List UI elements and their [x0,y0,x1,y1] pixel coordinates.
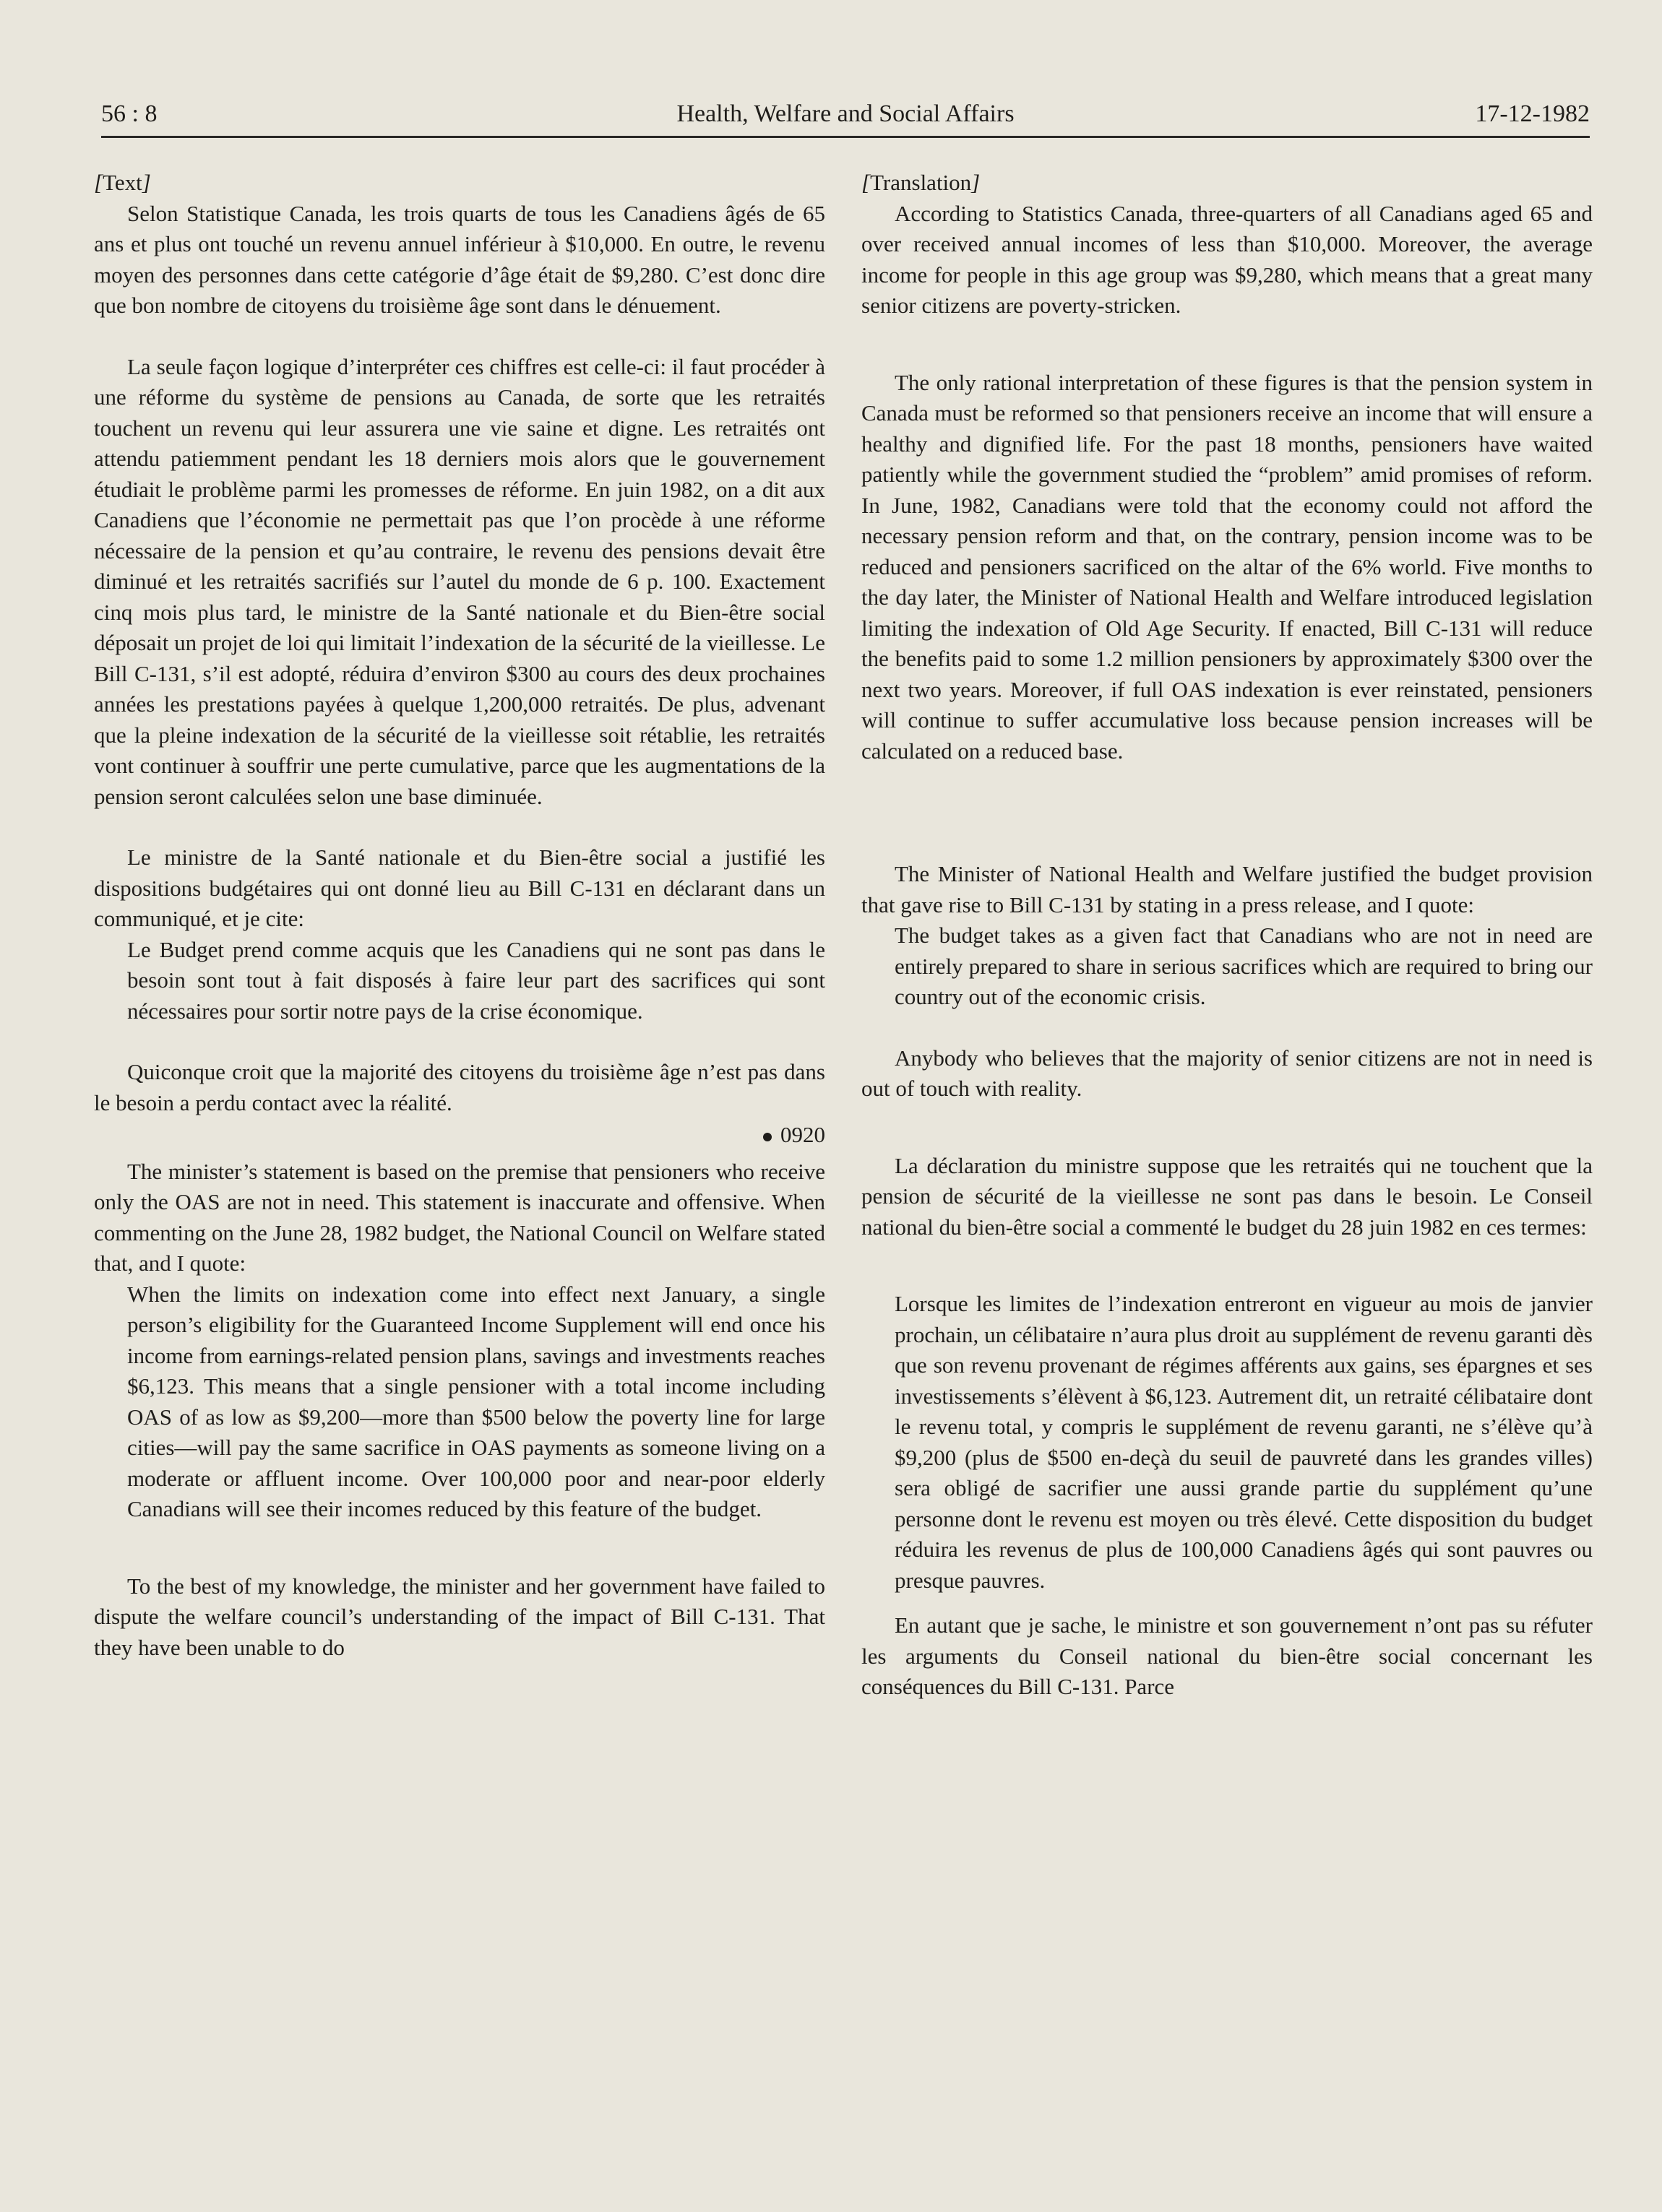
header-date: 17-12-1982 [1475,100,1590,127]
left-paragraph-2: La seule façon logique d’interpréter ces chiffres est celle-ci: il faut procéder à une réforme du système de pensions au Canada, de sorte que les retraités touchent un revenu qui leur assurera une vie saine et digne. Les retraités ont attendu patiemment pendant les 18 derniers mois alors que le gouvernement étudiait le problème parmi les promesses de réforme. En juin 1982, on a dit aux Canadiens que l’économie ne permettait pas que l’on procède à une réforme nécessaire de la pension et qu’au contraire, le revenu des pensions devait être diminué et les retraités sacrifiés sur l’autel du monde de 6 p. 100. Exactement cinq mois plus tard, le ministre de la Santé nationale et du Bien-être social déposait un projet de loi qui limitait l’indexation de la sécurité de la vieillesse. Le Bill C-131, s’il est adopté, réduira d’environ $300 au cours des deux prochaines années les prestations payées à quelque 1,200,000 retraités. De plus, advenant que la pleine indexation de la sécurité de la vieillesse soit rétablie, les retraités vont continuer à souffrir une perte cumulative, parce que les augmentations de la pension seront calculées selon une base diminuée. [94,353,825,809]
time-marker-value: 0920 [780,1122,825,1147]
right-column-label: [Translation] [861,168,1593,199]
page-header [101,92,1590,138]
header-title: Health, Welfare and Social Affairs [676,100,1015,127]
left-quote-2: When the limits on indexation come into effect next January, a single person’s eligibility for the Guaranteed Income Supplement will end once his income from earnings-related pension plans, savings and investments reaches $6,123. This means that a single pensioner with a total income including OAS of as low as $9,200—more than $500 below the poverty line for large cities—will pay the same sacrifice in OAS payments as someone living on a moderate or affluent income. Over 100,000 poor and near-poor elderly Canadians will see their incomes reduced by this feature of the budget. [127,1281,825,1521]
left-paragraph-6: To the best of my knowledge, the minister and her government have failed to dispute the welfare council’s understanding of the impact of Bill C-131. That they have been unable to do [94,1573,825,1660]
right-paragraph-1: According to Statistics Canada, three-quarters of all Canadians aged 65 and over received annual incomes of less than $10,000. Moreover, the average income for people in this age group was $9,280, which means that a great many senior citizens are poverty-stricken. [861,200,1593,318]
left-paragraph-4: Quiconque croit que la majorité des citoyens du troisième âge n’est pas dans le besoin a perdu contact avec la réalité. [94,1059,825,1115]
left-paragraph-3: Le ministre de la Santé nationale et du Bien-être social a justifié les dispositions budgétaires qui ont donné lieu au Bill C-131 en déclarant dans un communiqué, et je cite: [94,844,825,931]
right-paragraph-4: Anybody who believes that the majority of senior citizens are not in need is out of touch with reality. [861,1045,1593,1101]
left-paragraph-5: The minister’s statement is based on the premise that pensioners who receive only the OAS are not in need. This statement is inaccurate and offensive. When commenting on the June 28, 1982 budget, the National Council on Welfare stated that, and I quote: [94,1158,825,1276]
right-paragraph-2: The only rational interpretation of these figures is that the pension system in Canada must be reformed so that pensioners receive an income that will ensure a healthy and dignified life. For the past 18 months, pensioners have waited patiently while the government studied the “problem” amid promises of reform. In June, 1982, Canadians were told that the economy could not afford the necessary pension reform and that, on the contrary, pension income was to be reduced and pensioners sacrificed on the altar of the 6% world. Five months to the day later, the Minister of National Health and Welfare introduced legislation limiting the indexation of Old Age Security. If enacted, Bill C-131 will reduce the benefits paid to some 1.2 million pensioners by approximately $300 over the next two years. Moreover, if full OAS indexation is ever reinstated, pensioners will continue to suffer accumulative loss because pension increases will be calculated on a reduced base. [861,369,1593,764]
right-quote-1: The budget takes as a given fact that Canadians who are not in need are entirely prepared to share in serious sacrifices which are required to bring our country out of the economic crisis. [895,923,1593,1009]
left-column-label: [Text] [94,168,825,199]
left-column [94,168,825,1663]
right-paragraph-3: The Minister of National Health and Welfare justified the budget provision that gave rise to Bill C-131 by stating in a press release, and I quote: [861,861,1593,917]
right-label-text: Translation [870,170,972,195]
right-paragraph-5: La déclaration du ministre suppose que les retraités qui ne touchent que la pension de sécurité de la vieillesse ne sont pas dans le besoin. Le Conseil national du bien-être social a commenté le budget du 28 juin 1982 en ces termes: [861,1152,1593,1240]
time-marker [94,1120,825,1151]
page-number: 56 : 8 [101,100,158,127]
right-quote-2: Lorsque les limites de l’indexation entreront en vigueur au mois de janvier prochain, un célibataire n’aura plus droit au supplément de revenu garanti dès que son revenu provenant de régimes afférents aux gains, ses épargnes et ses investissements s’élèvent à $6,123. Autrement dit, un retraité célibataire dont le revenu total, y compris le supplément de revenu garanti, ne s’élève qu’à $9,200 (plus de $500 en-deçà du seuil de pauvreté dans les grandes villes) sera obligé de sacrifier une aussi grande partie du supplément qu’une personne dont le revenu est moyen ou très élevé. Cette disposition du budget réduira les revenus de plus de 100,000 Canadiens âgés qui sont pauvres ou presque pauvres. [895,1291,1593,1593]
bullet-icon [763,1133,772,1141]
left-label-text: Text [103,170,142,195]
left-quote-1: Le Budget prend comme acquis que les Canadiens qui ne sont pas dans le besoin sont tout à fait disposés à faire leur part des sacrifices qui sont nécessaires pour sortir notre pays de la crise économique. [127,936,825,1024]
right-paragraph-6: En autant que je sache, le ministre et son gouvernement n’ont pas su réfuter les arguments du Conseil national du bien-être social concernant les conséquences du Bill C-131. Parce [861,1612,1593,1699]
left-paragraph-1: Selon Statistique Canada, les trois quarts de tous les Canadiens âgés de 65 ans et plus ont touché un revenu annuel inférieur à $10,000. En outre, le revenu moyen des personnes dans cette catégorie d’âge était de $9,280. C’est donc dire que bon nombre de citoyens du troisième âge sont dans le dénuement. [94,200,825,318]
right-column [861,168,1593,1703]
